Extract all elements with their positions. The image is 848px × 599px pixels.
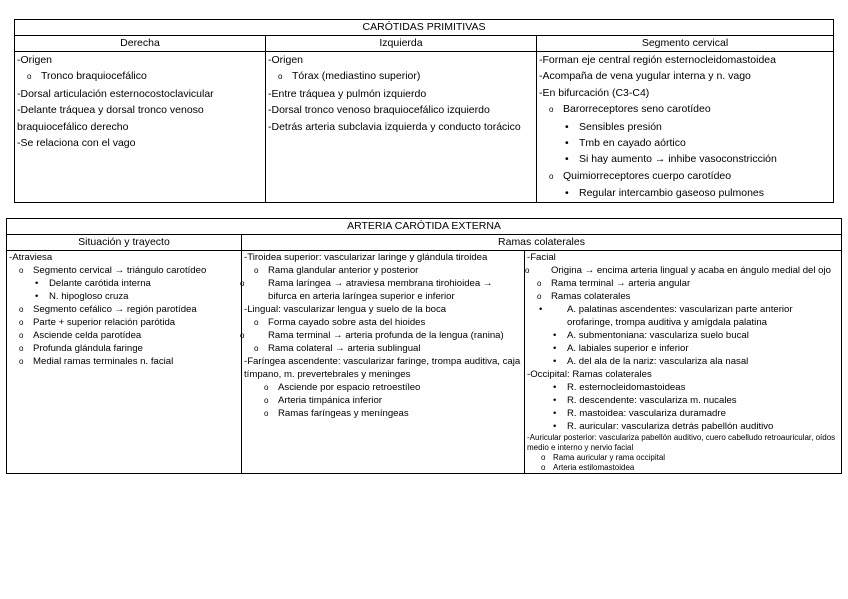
table-arteria-carotida-externa	[6, 218, 842, 474]
list-item: • Sensibles presión	[539, 119, 831, 135]
list-item: o Rama glandular anterior y posterior	[244, 264, 522, 277]
list-item: -Facial	[527, 252, 556, 263]
list-item: -Se relaciona con el vago	[17, 137, 136, 150]
cell-ramas-right	[525, 251, 842, 474]
list-item: • A. del ala de la nariz: vasculariza ala nasal	[527, 355, 839, 368]
cell-situacion	[7, 251, 242, 474]
list-item: o Rama auricular y rama occipital	[527, 453, 839, 463]
list-item: • R. auricular: vasculariza detrás pabellón auditivo	[527, 420, 839, 433]
list-item: • Regular intercambio gaseoso pulmones	[539, 185, 831, 201]
list-item: -Faríngea ascendente: vascularizar faringe, trompa auditiva, caja tímpano, m. prevertebrales y meninges	[244, 356, 521, 380]
list-item: o Asciende por espacio retroestíleo	[244, 381, 522, 394]
list-item: -Entre tráquea y pulmón izquierdo	[268, 87, 427, 100]
list-item: -En bifurcación (C3-C4)	[539, 86, 650, 99]
list-item: -Tiroidea superior: vascularizar laringe y glándula tiroidea	[244, 252, 488, 263]
list-item: o Tronco braquiocefálico	[17, 68, 263, 85]
list-item: • Delante carótida interna	[9, 277, 239, 290]
list-item: -Atraviesa	[9, 252, 53, 263]
list-item: • A. palatinas ascendentes: vascularizan parte anterior orofaringe, trompa auditiva y amígdala palatina	[527, 303, 839, 329]
table2-title: ARTERIA CARÓTIDA EXTERNA	[7, 219, 842, 235]
list-item: o Barorreceptores seno carotídeo	[539, 101, 831, 118]
list-item: • A. submentoniana: vasculariza suelo bucal	[527, 329, 839, 342]
list-item: • R. mastoidea: vasculariza duramadre	[527, 407, 839, 420]
list-item: o Profunda glándula faringe	[9, 342, 239, 355]
list-item: o Arteria timpánica inferior	[244, 394, 522, 407]
list-item: o Segmento cervical → triángulo carotídeo	[9, 264, 239, 277]
list-item: -Auricular posterior: vasculariza pabellón auditivo, cuero cabelludo retroauricular, oídos medio e interno y nervio facial	[527, 433, 836, 452]
cell-izquierda	[266, 52, 537, 203]
list-item: -Lingual: vascularizar lengua y suelo de la boca	[244, 304, 447, 315]
col-izquierda-header: Izquierda	[266, 36, 537, 52]
cell-segmento	[537, 52, 834, 203]
list-item: -Detrás arteria subclavia izquierda y conducto torácico	[268, 120, 521, 133]
list-item: o Origina → encima arteria lingual y acaba en ángulo medial del ojo	[527, 264, 839, 277]
list-item: o Medial ramas terminales n. facial	[9, 355, 239, 368]
cell-derecha	[15, 52, 266, 203]
list-item: o Asciende celda parotídea	[9, 329, 239, 342]
col-segmento-header: Segmento cervical	[537, 36, 834, 52]
list-item: • Si hay aumento → inhibe vasoconstricción	[539, 151, 831, 167]
list-item: o Ramas colaterales	[527, 290, 839, 303]
list-item: -Forman eje central región esternocleidomastoidea	[539, 54, 776, 66]
col-situacion-header: Situación y trayecto	[7, 235, 242, 251]
list-item: -Origen	[268, 54, 304, 66]
col-derecha-header: Derecha	[15, 36, 266, 52]
list-item: o Parte + superior relación parótida	[9, 316, 239, 329]
table1-title: CARÓTIDAS PRIMITIVAS	[15, 20, 834, 36]
cell-ramas-left	[242, 251, 525, 474]
list-item: o Rama colateral → arteria sublingual	[244, 342, 522, 355]
list-item: • Tmb en cayado aórtico	[539, 135, 831, 151]
list-item: • N. hipogloso cruza	[9, 290, 239, 303]
auricular-posterior-block	[527, 433, 839, 473]
list-item: -Origen	[17, 54, 53, 66]
list-item: -Occipital: Ramas colaterales	[527, 369, 652, 380]
table-carotidas-primitivas	[14, 19, 834, 203]
list-item: -Dorsal tronco venoso braquiocefálico izquierdo	[268, 104, 490, 117]
list-item: o Ramas faríngeas y meníngeas	[244, 407, 522, 420]
list-item: -Acompaña de vena yugular interna y n. vago	[539, 70, 751, 83]
list-item: o Tórax (mediastino superior)	[268, 68, 534, 85]
list-item: o Segmento cefálico → región parotídea	[9, 303, 239, 316]
list-item: o Rama terminal → arteria angular	[527, 277, 839, 290]
col-ramas-header: Ramas colaterales	[242, 235, 842, 251]
list-item: -Dorsal articulación esternocostoclavicular	[17, 87, 214, 100]
list-item: o Quimiorreceptores cuerpo carotídeo	[539, 168, 831, 185]
list-item: • R. descendente: vasculariza m. nucales	[527, 394, 839, 407]
list-item: • R. esternocleidomastoideas	[527, 381, 839, 394]
list-item: o Forma cayado sobre asta del hioides	[244, 316, 522, 329]
list-item: -Delante tráquea y dorsal tronco venoso braquiocefálico derecho	[17, 104, 204, 133]
list-item: o Rama terminal → arteria profunda de la lengua (ranina)	[244, 329, 522, 342]
list-item: o Rama laríngea → atraviesa membrana tirohioidea → bifurca en arteria laríngea superior e inferior	[244, 277, 522, 303]
list-item: • A. labiales superior e inferior	[527, 342, 839, 355]
list-item: o Arteria estilomastoidea	[527, 463, 839, 473]
